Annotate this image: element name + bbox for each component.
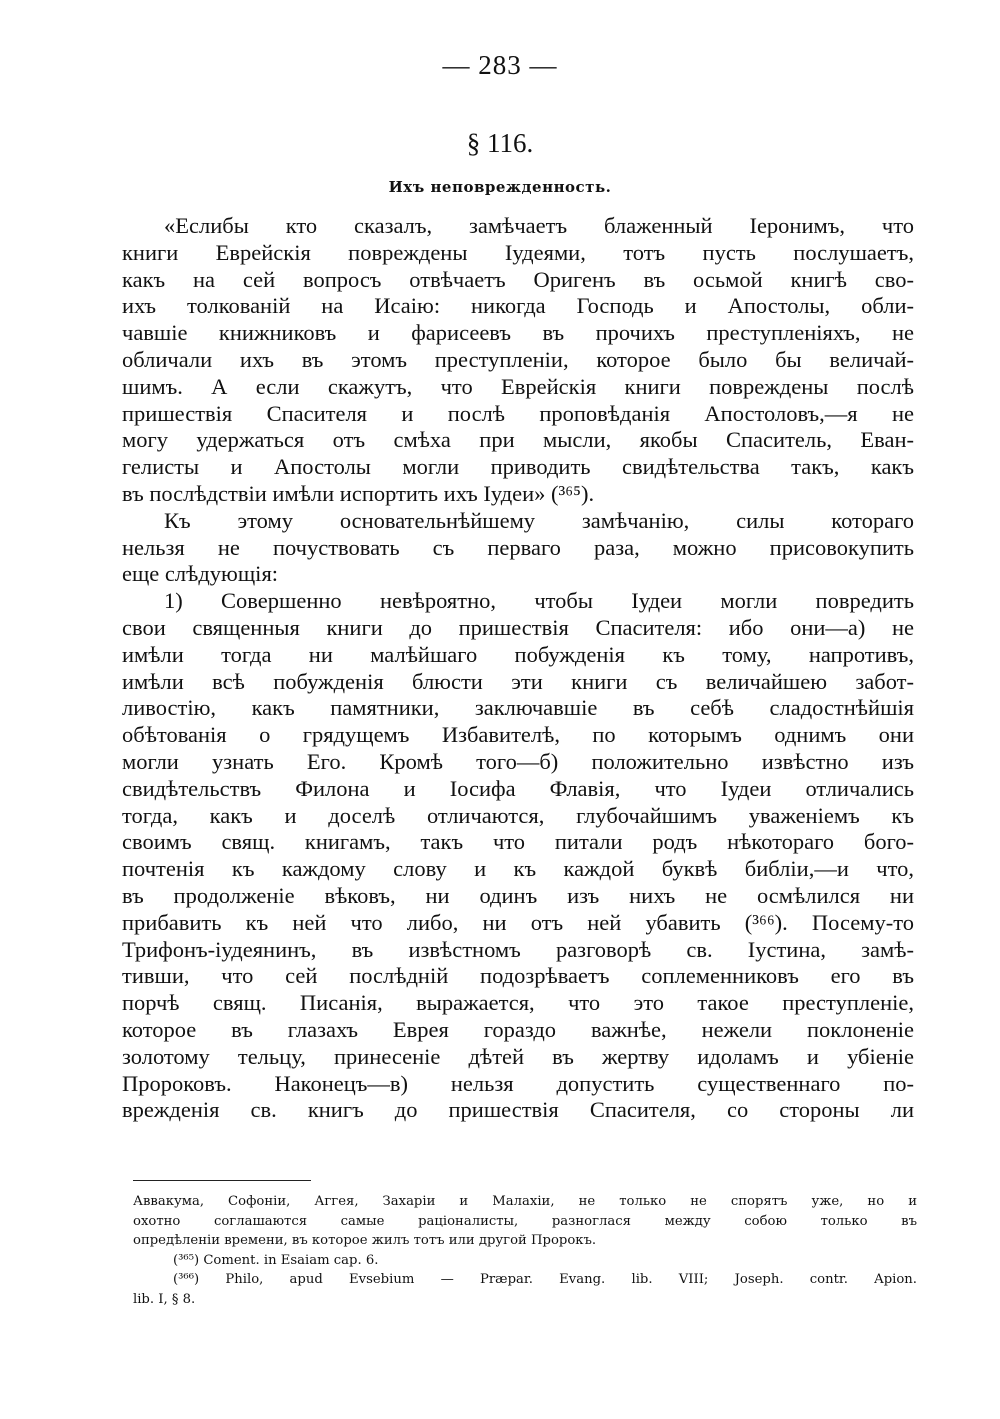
text-line: гелисты и Апостолы могли приводить свидѣтельства такъ, какъ [122, 454, 914, 480]
text-line: ихъ толкованій на Исаію: никогда Господь и Апостолы, обли- [122, 293, 914, 319]
text-line: имѣли тогда ни малѣйшаго побужденія къ тому, напротивъ, [122, 641, 914, 667]
footnotes [133, 1192, 917, 1309]
text-line: Къ этому основательнѣйшему замѣчанію, силы котораго [164, 507, 914, 533]
text-line: тогда, какъ и доселѣ отличаются, глубочайшимъ уваженіемъ къ [122, 802, 914, 828]
text-line: обѣтованія о грядущемъ Избавителѣ, по которымъ однимъ они [122, 722, 914, 748]
text-line: прибавить къ ней что либо, ни отъ ней убавить (³⁶⁶). Посему-то [122, 909, 914, 935]
footnote-line: опредѣленіи времени, въ которое жилъ тотъ или другой Пророкъ. [133, 1233, 597, 1248]
text-line: Трифонъ-іудеянинъ, въ извѣстномъ разговорѣ св. Іустина, замѣ- [122, 936, 914, 962]
footnote-line: Аввакума, Софоніи, Аггея, Захаріи и Малахіи, не только не спорятъ уже, но и [133, 1194, 917, 1209]
text-line: въ послѣдствіи имѣли испортить ихъ Іудеи» (³⁶⁵). [122, 480, 595, 506]
body-text [122, 213, 914, 1124]
text-line: почтенія къ каждому слову и къ каждой буквѣ библіи,—и что, [122, 856, 914, 882]
footnote-365: (³⁶⁵) Coment. in Esaiam cap. 6. [173, 1252, 379, 1268]
footnote-366: (³⁶⁶) Philo, apud Evsebium — Præpar. Evang. lib. VIII; Joseph. contr. Apion. [173, 1272, 917, 1287]
text-line: могу удержаться отъ смѣха при мысли, якобы Спаситель, Еван- [122, 427, 914, 453]
footnote-separator [133, 1180, 311, 1181]
page-number: — 283 — [442, 50, 558, 80]
text-line: пришествія Спасителя и послѣ проповѣданія Апостоловъ,—я не [122, 400, 914, 426]
text-line: своимъ свящ. книгамъ, такъ что питали родъ нѣкотораго бого- [122, 829, 914, 855]
text-line: врежденія св. книгъ до пришествія Спасителя, со стороны ли [122, 1097, 914, 1123]
text-line: шимъ. А если скажутъ, что Еврейскія книги повреждены послѣ [122, 373, 914, 399]
text-line: ливостію, какъ памятники, заключавшіе въ себѣ сладостнѣйшія [122, 695, 914, 721]
text-line: могли узнать Его. Кромѣ того—б) положительно извѣстно изъ [122, 748, 914, 774]
text-line: еще слѣдующія: [122, 561, 279, 587]
text-line: Пророковъ. Наконецъ—в) нельзя допустить существеннаго по- [122, 1070, 914, 1096]
text-line: нельзя не почуствовать съ перваго раза, можно присовокупить [122, 534, 914, 560]
text-line: «Еслибы кто сказалъ, замѣчаетъ блаженный Іеронимъ, что [164, 213, 914, 238]
section-title: Ихъ неповрежденность. [388, 178, 612, 196]
text-line: какъ на сей вопросъ отвѣчаетъ Оригенъ въ осьмой книгѣ сво- [122, 266, 914, 292]
text-line: тивши, что сей послѣдній подозрѣваетъ соплеменниковъ его въ [122, 963, 914, 989]
text-line: свои священныя книги до пришествія Спасителя: ибо они—а) не [122, 614, 914, 640]
text-line: которое въ глазахъ Еврея гораздо важнѣе, нежели поклоненіе [122, 1016, 914, 1042]
text-line: свидѣтельствъ Филона и Іосифа Флавія, что Іудеи отличались [122, 775, 914, 801]
text-line: чавшіе книжниковъ и фарисеевъ въ прочихъ преступленіяхъ, не [122, 320, 914, 346]
footnote-line: охотно соглашаются самые раціоналисты, разноглася между собою только въ [133, 1213, 917, 1229]
footnote-line: lib. I, § 8. [133, 1291, 196, 1307]
text-line: имѣли всѣ побужденія блюсти эти книги съ величайшею забот- [122, 668, 914, 694]
text-line: обличали ихъ въ этомъ преступленіи, которое было бы величай- [122, 346, 914, 372]
section-number: § 116. [466, 128, 534, 158]
text-line: золотому тельцу, принесеніе дѣтей въ жертву идоламъ и убіеніе [122, 1043, 914, 1069]
text-line: въ продолженіе вѣковъ, ни одинъ изъ нихъ не осмѣлился ни [122, 882, 914, 908]
text-line: 1) Совершенно невѣроятно, чтобы Іудеи могли повредить [164, 588, 914, 614]
text-line: книги Еврейскія повреждены Іудеями, тотъ пусть послушаетъ, [122, 239, 914, 265]
text-line: порчѣ свящ. Писанія, выражается, что это такое преступленіе, [122, 990, 914, 1016]
